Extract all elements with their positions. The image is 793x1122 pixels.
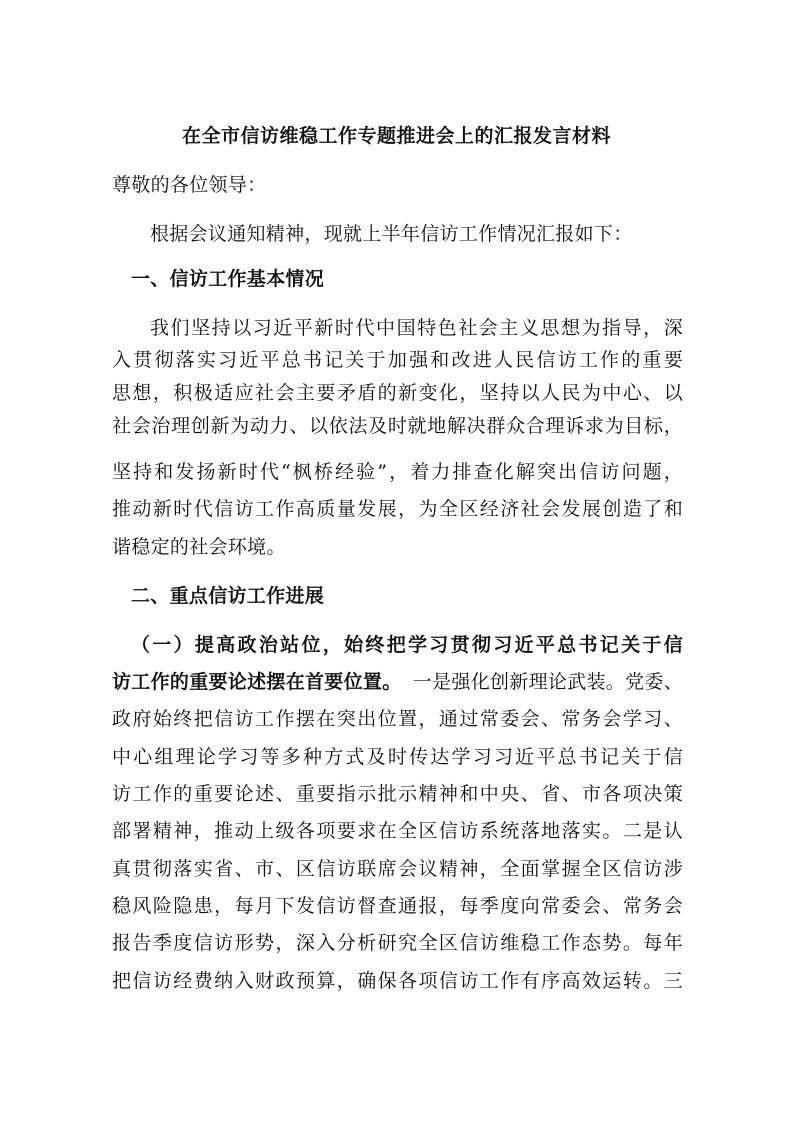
section1-line-1: 我们坚持以习近平新时代中国特色社会主义思想为指导，深 [150,317,683,339]
section1-heading: 一、信访工作基本情况 [131,268,325,290]
document-title: 在全市信访维稳工作专题推进会上的汇报发言材料 [181,125,611,147]
section2-line-3: 访工作的重要论述、重要指示批示精神和中央、省、市各项决策 [112,783,683,805]
section2-line-2: 中心组理论学习等多种方式及时传达学习习近平总书记关于信 [112,746,683,768]
section2-line-4: 部署精神，推动上级各项要求在全区信访系统落地落实。二是认 [112,820,683,842]
subsection1-text-start: 一是强化创新理论武装。党委、 [412,671,683,693]
section1-line-3: 思想，积极适应社会主要矛盾的新变化，坚持以人民为中心、以 [112,382,683,404]
section2-line-6: 稳风险隐患，每月下发信访督查通报，每季度向常委会、常务会 [112,895,683,917]
subsection1-heading-line-2: 访工作的重要论述摆在首要位置。 [112,671,402,693]
section1-line-2: 入贯彻落实习近平总书记关于加强和改进人民信访工作的重要 [112,349,683,371]
intro-paragraph: 根据会议通知精神，现就上半年信访工作情况汇报如下： [150,223,633,245]
salutation: 尊敬的各位领导： [112,174,267,196]
section1-line-7: 谐稳定的社会环境。 [112,536,286,558]
section2-line-1: 政府始终把信访工作摆在突出位置，通过常委会、常务会学习、 [112,708,683,730]
subsection1-heading-line-1: （一）提高政治站位，始终把学习贯彻习近平总书记关于信 [131,634,683,656]
section2-line-7: 报告季度信访形势，深入分析研究全区信访维稳工作态势。每年 [112,932,683,954]
section1-line-6: 推动新时代信访工作高质量发展，为全区经济社会发展创造了和 [112,498,683,520]
subsection1-mixed-line [112,668,683,696]
section1-line-5: 坚持和发扬新时代“枫桥经验”，着力排查化解突出信访问题， [112,461,683,483]
section1-line-4: 社会治理创新为动力、以依法及时就地解决群众合理诉求为目标， [112,415,683,437]
section2-line-8: 把信访经费纳入财政预算，确保各项信访工作有序高效运转。三 [112,970,683,992]
section2-line-5: 真贯彻落实省、市、区信访联席会议精神，全面掌握全区信访涉 [112,858,683,880]
section2-heading: 二、重点信访工作进展 [131,585,325,607]
